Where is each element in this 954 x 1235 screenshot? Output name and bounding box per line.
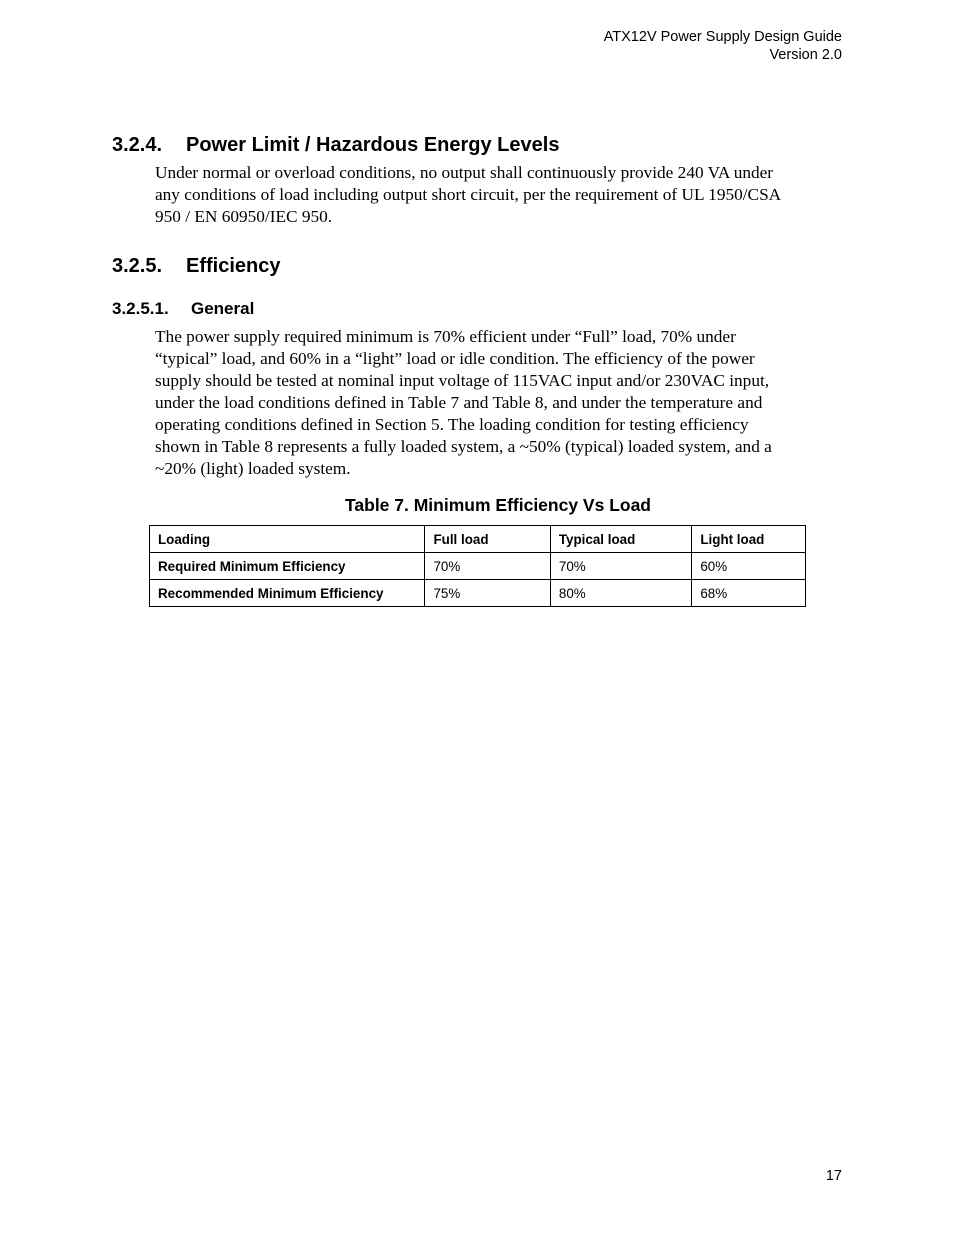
table-row	[150, 553, 806, 580]
paragraph-line: under the load conditions defined in Table 7 and Table 8, and under the temperature and	[155, 393, 763, 412]
page-number: 17	[825, 1168, 842, 1184]
table-cell: 80%	[550, 580, 691, 607]
paragraph-line: “typical” load, and 60% in a “light” load or idle condition. The efficiency of the power	[155, 349, 755, 368]
document-title: ATX12V Power Supply Design Guide	[603, 29, 842, 45]
paragraph-line: operating conditions defined in Section 5. The loading condition for testing efficiency	[155, 415, 749, 434]
paragraph-line: any conditions of load including output short circuit, per the requirement of UL 1950/CSA	[155, 185, 782, 204]
table-cell: 68%	[692, 580, 806, 607]
efficiency-table	[149, 525, 806, 607]
paragraph-line: Under normal or overload conditions, no output shall continuously provide 240 VA under	[155, 163, 774, 182]
table-header-cell: Light load	[692, 526, 806, 553]
running-header	[604, 28, 842, 64]
subsection-number: 3.2.5.1.	[112, 299, 169, 318]
table-header-cell: Loading	[150, 526, 425, 553]
paragraph-line: The power supply required minimum is 70% efficient under “Full” load, 70% under	[155, 327, 736, 346]
paragraph-power-limit	[155, 162, 845, 228]
table-cell: 60%	[692, 553, 806, 580]
table-row	[150, 580, 806, 607]
section-heading-efficiency	[112, 254, 280, 278]
table-caption: Table 7. Minimum Efficiency Vs Load	[345, 495, 651, 515]
paragraph-line: 950 / EN 60950/IEC 950.	[155, 207, 333, 226]
paragraph-line: ~20% (light) loaded system.	[155, 459, 351, 478]
table-cell: 70%	[550, 553, 691, 580]
table-row-label: Required Minimum Efficiency	[150, 553, 425, 580]
table-header-row	[150, 526, 806, 553]
table-cell: 75%	[425, 580, 550, 607]
document-version: Version 2.0	[769, 47, 842, 63]
table-header-cell: Full load	[425, 526, 550, 553]
paragraph-general	[155, 326, 845, 480]
table-row-label: Recommended Minimum Efficiency	[150, 580, 425, 607]
section-title: Efficiency	[186, 255, 281, 277]
section-number: 3.2.5.	[112, 255, 163, 277]
subsection-title: General	[191, 299, 255, 318]
paragraph-line: shown in Table 8 represents a fully loaded system, a ~50% (typical) loaded system, and a	[155, 437, 772, 456]
section-heading-power-limit	[112, 133, 559, 157]
table-cell: 70%	[425, 553, 550, 580]
section-number: 3.2.4.	[112, 134, 163, 156]
subsection-heading-general	[112, 299, 254, 319]
paragraph-line: supply should be tested at nominal input voltage of 115VAC input and/or 230VAC input,	[155, 371, 770, 390]
section-title: Power Limit / Hazardous Energy Levels	[186, 134, 560, 156]
table-header-cell: Typical load	[550, 526, 691, 553]
